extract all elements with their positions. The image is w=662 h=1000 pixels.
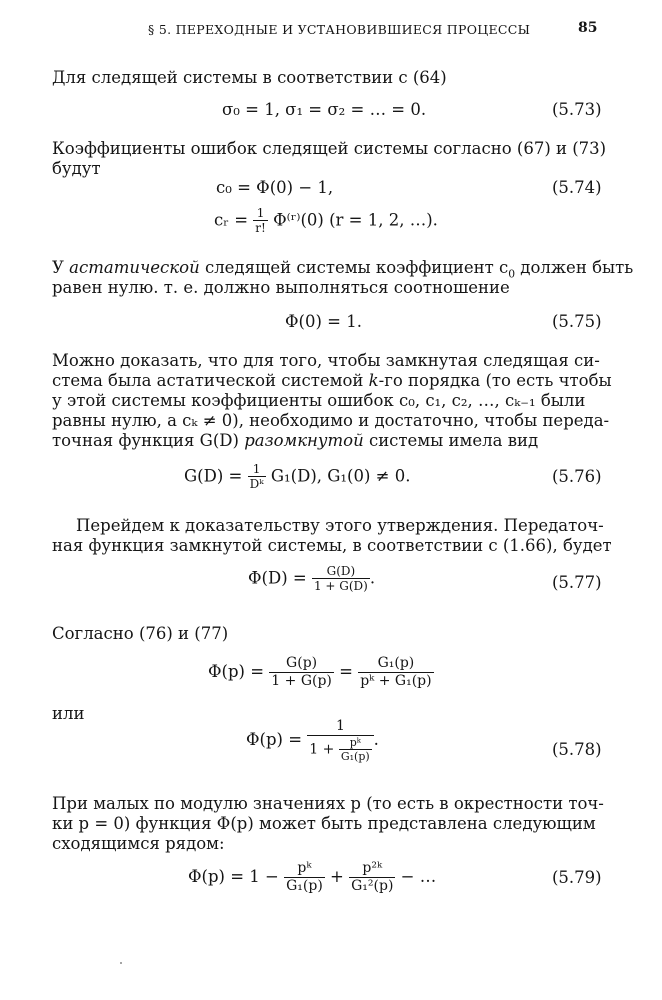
p4-l2-k: k <box>368 371 379 390</box>
eq576-rhs: G₁(D), G₁(0) ≠ 0. <box>270 466 411 486</box>
p3-italic-astatic: астатической <box>69 258 200 277</box>
equation-cr <box>214 206 438 236</box>
equation-number-5-75: (5.75) <box>552 312 602 331</box>
eq579-f1-num: pᵏ <box>297 860 312 876</box>
eqphi-mid: = <box>333 661 359 681</box>
eq-cr-lhs: cᵣ = <box>214 210 254 230</box>
eqphi-f2-num: G₁(p) <box>377 655 415 671</box>
equation-phi-p <box>208 655 434 690</box>
equation-number-5-74: (5.74) <box>552 178 602 197</box>
eq578-inner-den: G₁(p) <box>340 749 370 763</box>
eqphi-frac2 <box>358 655 433 690</box>
eq576-den: Dᵏ <box>249 477 264 492</box>
paragraph-small-p-line1: При малых по модулю значениях p (то есть в окрестности точ- <box>52 794 604 813</box>
eq577-den: 1 + G(D) <box>313 579 368 594</box>
eq576-lhs: G(D) = <box>184 466 248 486</box>
eq578-inner-num: pᵏ <box>349 735 361 749</box>
paragraph-coefficients-line1: Коэффициенты ошибок следящей системы согласно (67) и (73) <box>52 139 607 158</box>
paragraph-astatic-line2: равен нулю. т. е. должно выполняться соотношение <box>52 278 510 297</box>
eq579-mid: + <box>324 866 350 886</box>
eq579-lhs: Φ(p) = 1 − <box>188 866 285 886</box>
paragraph-proceed-line1: Перейдем к доказательству этого утверждения. Передаточ- <box>76 516 604 535</box>
eq579-rhs: − … <box>395 866 437 886</box>
equation-5-74: c₀ = Φ(0) − 1, <box>216 178 334 197</box>
equation-number-5-76: (5.76) <box>552 467 602 486</box>
eq576-fraction <box>248 462 266 492</box>
eq578-den-a: 1 + <box>309 741 339 758</box>
paragraph-proof-line1: Можно доказать, что для того, чтобы замкнутая следящая си- <box>52 351 600 370</box>
equation-number-5-78: (5.78) <box>552 740 602 759</box>
paragraph-proof-line4: равны нулю, а cₖ ≠ 0), необходимо и достаточно, чтобы переда- <box>52 411 610 430</box>
equation-5-79 <box>188 860 436 895</box>
eq-cr-fraction <box>253 206 268 236</box>
eq578-fraction <box>307 718 373 763</box>
eq578-inner-fraction <box>339 736 372 763</box>
paragraph-proceed-line2: ная функция замкнутой системы, в соответствии с (1.66), будет <box>52 536 612 555</box>
eq579-frac1 <box>284 860 325 895</box>
paragraph-proof-line5 <box>52 431 538 451</box>
eq576-num: 1 <box>252 462 261 476</box>
eq-cr-rhs: Φ⁽ʳ⁾(0) (r = 1, 2, …). <box>273 210 438 230</box>
eqphi-frac1 <box>269 655 334 690</box>
eq579-f2-den: G₁²(p) <box>351 877 394 894</box>
p3-text-c: должен быть <box>515 258 634 277</box>
equation-5-75: Φ(0) = 1. <box>285 312 362 331</box>
page-number: 85 <box>578 20 598 36</box>
equation-number-5-73: (5.73) <box>552 100 602 119</box>
equation-number-5-77: (5.77) <box>552 573 602 592</box>
p3-text-b: следящей системы коэффициент c <box>199 258 509 277</box>
eq578-rhs: . <box>373 730 379 750</box>
p4-l2-a: стема была астатической системой <box>52 371 369 390</box>
eq578-den <box>307 735 373 763</box>
eq-cr-frac-den: r! <box>255 221 266 236</box>
paragraph-coefficients-line2: будут <box>52 159 101 178</box>
paragraph-intro: Для следящей системы в соответствии с (64) <box>52 68 447 87</box>
eq579-f2-num: p²ᵏ <box>362 860 383 876</box>
eq579-f1-den: G₁(p) <box>286 877 323 894</box>
equation-5-73: σ₀ = 1, σ₁ = σ₂ = … = 0. <box>222 100 427 119</box>
eq577-fraction <box>312 564 370 594</box>
equation-5-77 <box>248 564 375 594</box>
p3-text-a: У <box>52 258 70 277</box>
eq579-frac2 <box>349 860 395 895</box>
p3-subscript: 0 <box>508 267 516 281</box>
eq577-rhs: . <box>369 568 376 588</box>
paragraph-small-p-line2: ки p = 0) функция Φ(p) может быть представлена следующим <box>52 814 596 833</box>
p4-l2-b: -го порядка (то есть чтобы <box>378 371 612 390</box>
equation-5-76 <box>184 462 410 492</box>
p4-l5-a: точная функция G(D) <box>52 431 245 450</box>
equation-number-5-79: (5.79) <box>552 868 602 887</box>
paragraph-according: Согласно (76) и (77) <box>52 624 229 643</box>
eqphi-f1-num: G(p) <box>286 655 318 671</box>
eqphi-f2-den: pᵏ + G₁(p) <box>360 672 432 689</box>
p4-l5-b: системы имела вид <box>363 431 539 450</box>
eq578-num: 1 <box>336 718 345 734</box>
eq577-num: G(D) <box>326 564 356 578</box>
paragraph-small-p-line3: сходящимся рядом: <box>52 834 225 853</box>
paragraph-proof-line2 <box>52 371 612 391</box>
eq577-lhs: Φ(D) = <box>248 568 312 588</box>
eq578-lhs: Φ(p) = <box>246 730 308 750</box>
scan-speck <box>120 962 122 964</box>
p4-l5-italic: разомкнутой <box>244 431 364 450</box>
eqphi-f1-den: 1 + G(p) <box>271 672 332 689</box>
running-header: § 5. ПЕРЕХОДНЫЕ И УСТАНОВИВШИЕСЯ ПРОЦЕССЫ <box>148 22 531 37</box>
paragraph-proof-line3: у этой системы коэффициенты ошибок c₀, c₁, c₂, …, cₖ₋₁ были <box>52 391 586 410</box>
equation-5-78 <box>246 718 379 763</box>
eq-cr-frac-num: 1 <box>256 206 265 220</box>
eqphi-lhs: Φ(p) = <box>208 661 270 681</box>
paragraph-or: или <box>52 704 85 723</box>
